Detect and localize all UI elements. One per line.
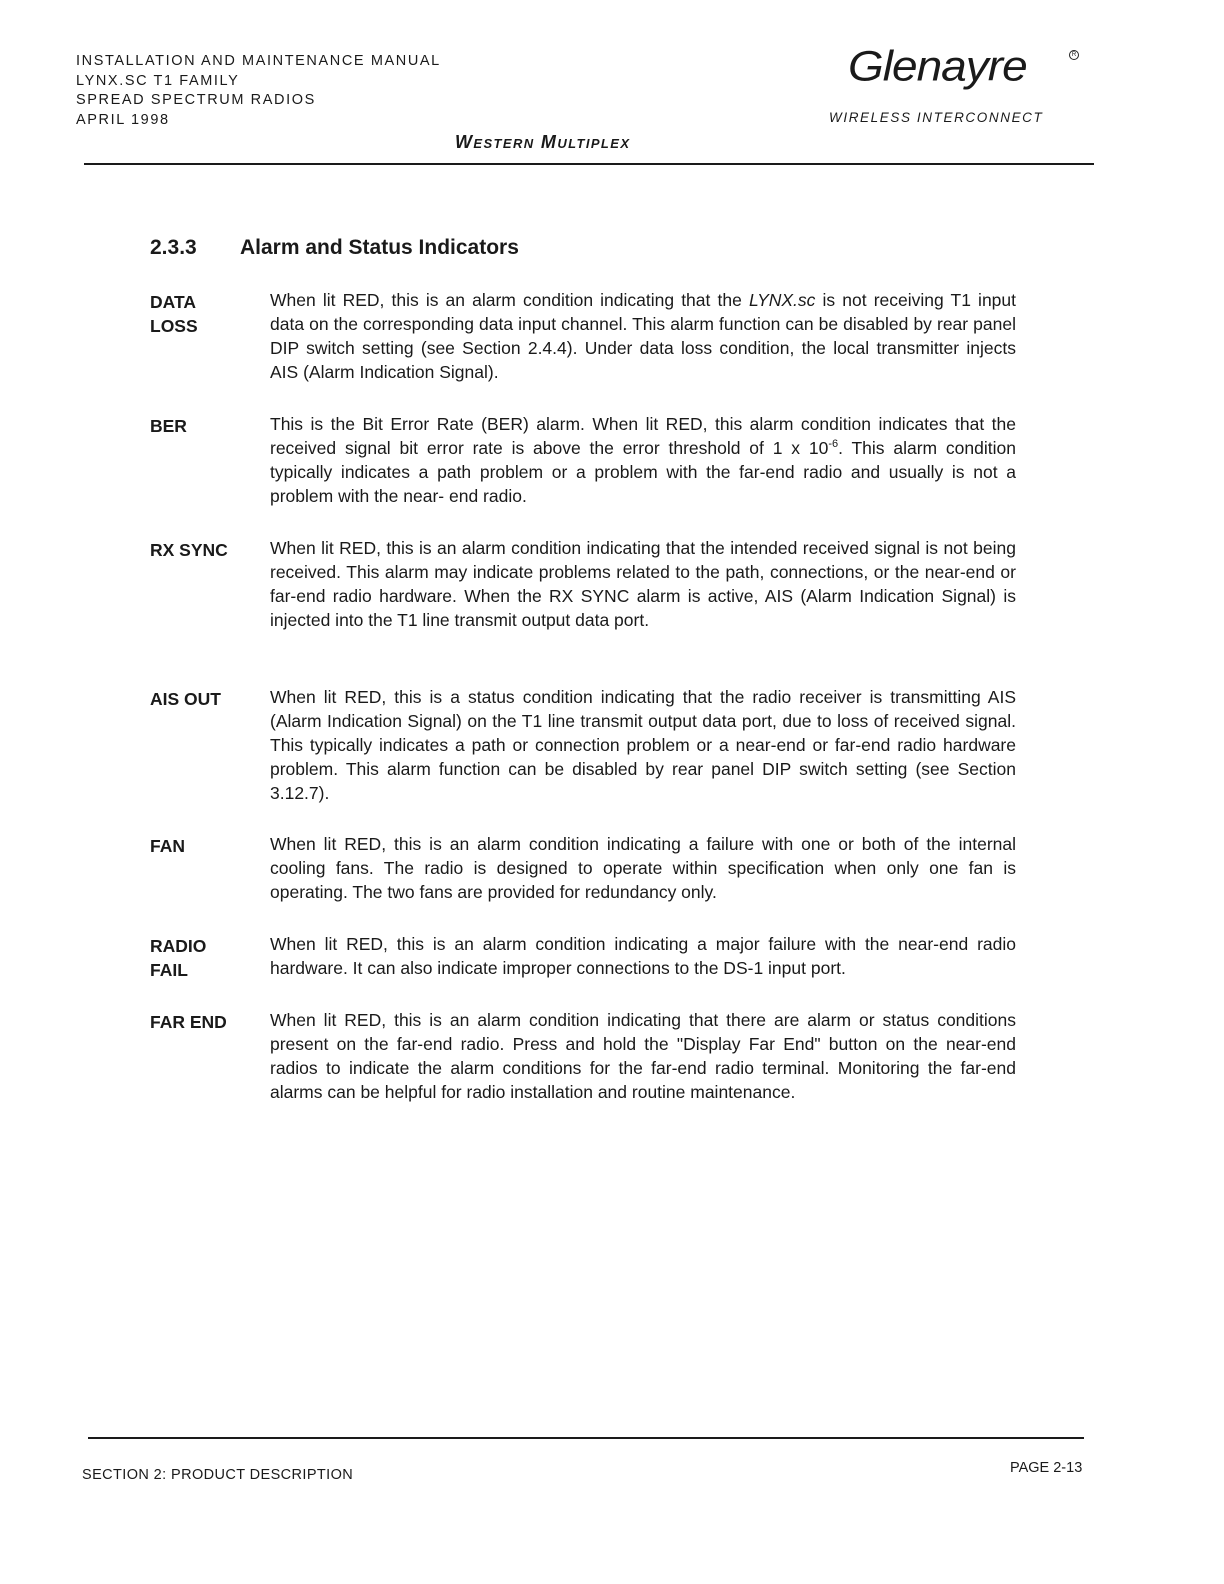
indicator-term: FAR END: [150, 1012, 227, 1032]
section-number: 2.3.3: [150, 236, 197, 259]
indicator-term: FAN: [150, 836, 185, 856]
footer-rule: [88, 1437, 1084, 1439]
registered-mark-icon: R: [1069, 50, 1079, 60]
product-type: SPREAD SPECTRUM RADIOS: [76, 92, 316, 108]
indicator-description: When lit RED, this is a status condition indicating that the radio receiver is transmitting AIS (Alarm Indication Signal) on the T1 line transmit output data port, due to loss of received signal. This typically indicates a path or connection problem or a near-end or far-end radio hardware problem. This alarm function can be disabled by rear panel DIP switch setting (see Section 3.12.7).: [270, 687, 1016, 803]
page-number: PAGE 2-13: [1010, 1460, 1083, 1476]
manual-title: INSTALLATION AND MAINTENANCE MANUAL: [76, 53, 441, 69]
section-heading: [150, 236, 519, 260]
indicator-description: When lit RED, this is an alarm condition indicating that the LYNX.sc is not receiving T1 input data on the corresponding data input channel. This alarm function can be disabled by rear panel DIP switch setting (see Section 2.4.4). Under data loss condition, the local transmitter injects AIS (Alarm Indication Signal).: [270, 290, 1017, 382]
exponent: -6: [828, 438, 839, 451]
publication-date: APRIL 1998: [76, 111, 170, 128]
indicator-description: When lit RED, this is an alarm condition indicating a major failure with the near-end radio hardware. It can also indicate improper connections to the DS-1 input port.: [270, 934, 1016, 978]
footer-section-label: SECTION 2: PRODUCT DESCRIPTION: [82, 1467, 354, 1483]
logo-tagline: WIRELESS INTERCONNECT: [829, 110, 1044, 125]
indicator-term: RX SYNC: [150, 540, 228, 560]
glenayre-logo: Glenayre: [848, 42, 1027, 90]
product-family: LYNX.SC T1 FAMILY: [76, 72, 240, 89]
indicator-term: DATA LOSS: [150, 292, 198, 336]
indicator-description: When lit RED, this is an alarm condition indicating that there are alarm or status conditions present on the far-end radio. Press and hold the "Display Far End" button on the near-end radios to indicate the alarm conditions for the far-end radio terminal. Monitoring the far-end alarms can be helpful for radio installation and routine maintenance.: [270, 1010, 1016, 1102]
indicator-description: When lit RED, this is an alarm condition indicating that the intended received signal is not being received. This alarm may indicate problems related to the path, connections, or the near-end or far-end radio hardware. When the RX SYNC alarm is active, AIS (Alarm Indication Signal) is injected into the T1 line transmit output data port.: [270, 538, 1016, 630]
indicator-description: This is the Bit Error Rate (BER) alarm. When lit RED, this alarm condition indicates that the received signal bit error rate is above the error threshold of 1 x $10^{-6}$. This alarm condition typically indicates a path problem or a problem with the far-end radio and usually is not a problem with the near- end radio.: [270, 414, 1016, 506]
indicator-term: RADIO FAIL: [150, 936, 207, 980]
indicator-description: When lit RED, this is an alarm condition indicating a failure with one or both of the internal cooling fans. The radio is designed to operate within specification when only one fan is operating. The two fans are provided for redundancy only.: [270, 834, 1016, 902]
header-rule: [84, 163, 1094, 165]
section-title: Alarm and Status Indicators: [240, 236, 519, 259]
company-name: Western Multiplex: [455, 132, 631, 152]
indicator-term: AIS OUT: [150, 689, 221, 709]
indicator-term: BER: [150, 416, 187, 436]
document-header-info: [76, 52, 441, 130]
product-name: LYNX.sc: [748, 290, 816, 310]
